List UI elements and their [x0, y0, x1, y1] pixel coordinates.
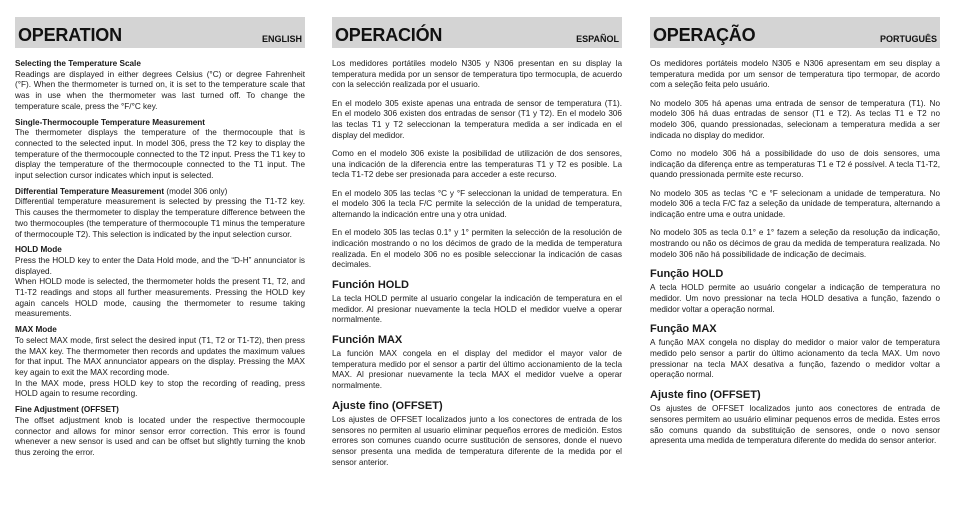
portuguese-body	[650, 59, 940, 447]
portuguese-title: OPERAÇÃO	[653, 25, 756, 45]
section-heading: Fine Adjustment (OFFSET)	[15, 405, 119, 415]
paragraph: En el modelo 305 existe apenas una entrada de sensor de temperatura (T1). En el modelo 306 existen dos entradas de sensor (T1 y T2). En el modelo 306 las teclas T1 y T2 seleccionan la temperatura medida a ser indicada en el display del medidor.	[332, 98, 622, 140]
paragraph: A tecla HOLD permite ao usuário congelar a indicação de temperatura no medidor. Um novo pressionar na tecla HOLD desativa a função, fazendo o medidor voltar a operação normal.	[650, 283, 940, 314]
section-text-2: When HOLD mode is selected, the thermometer holds the present T1, T2, and T1-T2 readings and stops all further measurements. Pressing the HOLD key again cancels HOLD mode, causing the thermometer to resume taking measurements.	[15, 277, 305, 319]
section-text: Press the HOLD key to enter the Data Hold mode, and the “D-H” annunciator is displayed.	[15, 255, 305, 276]
paragraph: Os medidores portáteis modelo N305 e N306 apresentam em seu display a temperatura medida por um sensor de temperatura tipo termopar, de acordo com a seleção feita pelo usuário.	[650, 59, 940, 90]
paragraph: La función MAX congela en el display del medidor el mayor valor de temperatura medido por el sensor a partir del último accionamiento de la tecla MAX. Al presionar nuevamente la tecla MAX el medidor vuelve a operar normalmente.	[332, 349, 622, 391]
subheading-hold: Función HOLD	[332, 278, 409, 291]
section-heading-main: Differential Temperature Measurement	[15, 186, 165, 196]
section-heading: MAX Mode	[15, 325, 57, 335]
spanish-body	[332, 59, 622, 468]
paragraph: Os ajustes de OFFSET localizados junto aos conectores de entrada de sensores permitem ao usuário eliminar pequenos erros de medida. Estes erros são comuns quando da substituição de sensores, onde o novo sensor apresenta uma medida de temperatura diferente do medida do sensor anterior.	[650, 404, 940, 446]
section-text: The offset adjustment knob is located under the respective thermocouple connector and allows for minor sensor error correction. This error is found whenever a new sensor is used and can be offset but slightly turning the knob thus zeroing the error.	[15, 415, 305, 457]
paragraph: No modelo 305 as tecla 0.1° e 1° fazem a seleção da resolução da indicação, mostrando ou não os décimos de grau da medida de temperatura realizada. No modelo 306 não há possibilidade de indicação de decimais.	[650, 228, 940, 259]
section-heading: HOLD Mode	[15, 245, 62, 255]
portuguese-header	[650, 17, 940, 48]
english-header	[15, 17, 305, 48]
paragraph: Como no modelo 306 há a possibilidade do uso de dois sensores, uma indicação da diferença entre as temperaturas T1 e T2 é possível. A tecla T1-T2, quando pressionada permite este recurso.	[650, 148, 940, 180]
section-temperature-scale	[15, 59, 305, 113]
subheading-max: Função MAX	[650, 323, 717, 336]
spanish-header	[332, 17, 622, 48]
section-text: The thermometer displays the temperature of the thermocouple that is connected to the selected input. In model 306, press the T2 key to display the temperature of the thermocouple connected to the T2 input. Press the T1 key to display the temperature of the thermocouple connected to the T1 input. The input selection cursor indicates which input is selected.	[15, 128, 305, 181]
paragraph: Como en el modelo 306 existe la posibilidad de utilización de dos sensores, una indicación de la diferencia entre las temperaturas T1 y T2 es posible. La tecla T1-T2 debe ser presionada para acceder a este recurso.	[332, 148, 622, 180]
spanish-column	[332, 17, 622, 476]
subheading-max: Función MAX	[332, 334, 403, 347]
subheading-hold: Função HOLD	[650, 268, 724, 281]
spanish-lang-label: ESPAÑOL	[576, 34, 619, 44]
english-column	[15, 17, 305, 464]
section-single-thermocouple	[15, 118, 305, 182]
paragraph: La tecla HOLD permite al usuario congelar la indicación de temperatura en el medidor. Al presionar nuevamente la tecla HOLD el medidor vuelve a operar normalmente.	[332, 293, 622, 325]
section-heading: Selecting the Temperature Scale	[15, 59, 141, 68]
paragraph: En el modelo 305 las teclas °C y °F seleccionan la unidad de temperatura. En el modelo 306 la tecla F/C permite la selección de la unidad de temperatura, alternando la indicación entre una y otra unidad.	[332, 188, 622, 219]
section-fine-adjustment	[15, 405, 305, 459]
subheading-offset: Ajuste fino (OFFSET)	[650, 389, 761, 402]
english-body	[15, 59, 305, 459]
section-heading-note: (model 306 only)	[164, 186, 228, 196]
section-text: Differential temperature measurement is selected by pressing the T1-T2 key. This causes the thermometer to display the temperature difference between the two thermocouples (the temperature of thermocouple T1 minus the temperature of thermocouple T2). This selection is indicated by the input selection cursor.	[15, 197, 305, 239]
section-differential	[15, 187, 305, 241]
portuguese-lang-label: PORTUGUÊS	[879, 34, 937, 44]
section-heading: Single-Thermocouple Temperature Measurement	[15, 117, 206, 127]
paragraph: En el modelo 305 las teclas 0.1° y 1° permiten la selección de la resolución de indicación mostrando o no los décimos de grado de la medida de temperatura realizada. En el modelo 306 no es posible seleccionar la indicación de casas decimales.	[332, 228, 622, 270]
paragraph: No modelo 305 as teclas °C e °F selecionam a unidade de temperatura. No modelo 306 a tecla F/C faz a seleção da unidade de temperatura, alternando a indicação entre uma e outra unidade.	[650, 188, 940, 219]
paragraph: No modelo 305 há apenas uma entrada de sensor de temperatura (T1). No modelo 306 há duas entradas de sensor (T1 e T2). As teclas T1 e T2 no modelo 306, quando pressionadas, selecionam a temperatura medida a ser indicada no display do medidor.	[650, 98, 940, 140]
english-lang-label: ENGLISH	[261, 34, 302, 44]
section-text: Readings are displayed in either degrees Celsius (°C) or degree Fahrenheit (°F). When the thermometer is turned on, it is set to the temperature scale that was in use when the thermometer was last turned off. To change the temperature scale, press the °F/°C key.	[15, 69, 305, 111]
paragraph: A função MAX congela no display do medidor o maior valor de temperatura medido pelo sensor a partir do último acionamento da tecla MAX. Um novo pressionar na tecla MAX desativa a função, fazendo o medidor voltar a operação normal.	[650, 338, 940, 380]
portuguese-column	[650, 17, 940, 454]
section-max-mode	[15, 325, 305, 400]
paragraph: Los ajustes de OFFSET localizados junto a los conectores de entrada de los sensores no permiten al usuario eliminar pequeños errores de medición. Estos errores son comunes cuando ocurre sustitución de sensores, donde el nuevo sensor presenta una medida de temperatura diferente de la medida por el sensor anterior.	[332, 414, 622, 467]
paragraph: Los medidores portátiles modelo N305 y N306 presentan en su display la temperatura medida por un sensor de temperatura tipo termocupla, de acuerdo con la selección realizada por el usuario.	[332, 59, 622, 90]
subheading-offset: Ajuste fino (OFFSET)	[332, 399, 443, 412]
section-text-2: In the MAX mode, press HOLD key to stop the recording of reading, press HOLD again to resume recording.	[15, 378, 305, 399]
english-title: OPERATION	[18, 25, 122, 45]
section-text: To select MAX mode, first select the desired input (T1, T2 or T1-T2), then press the MAX key. The thermometer then records and updates the maximum values for that input. The MAX annunciator appears on the display. Pressing the MAX key again to exit the MAX recording mode.	[15, 335, 305, 377]
section-heading	[15, 187, 305, 198]
spanish-title: OPERACIÓN	[335, 25, 443, 45]
section-hold-mode	[15, 245, 305, 320]
